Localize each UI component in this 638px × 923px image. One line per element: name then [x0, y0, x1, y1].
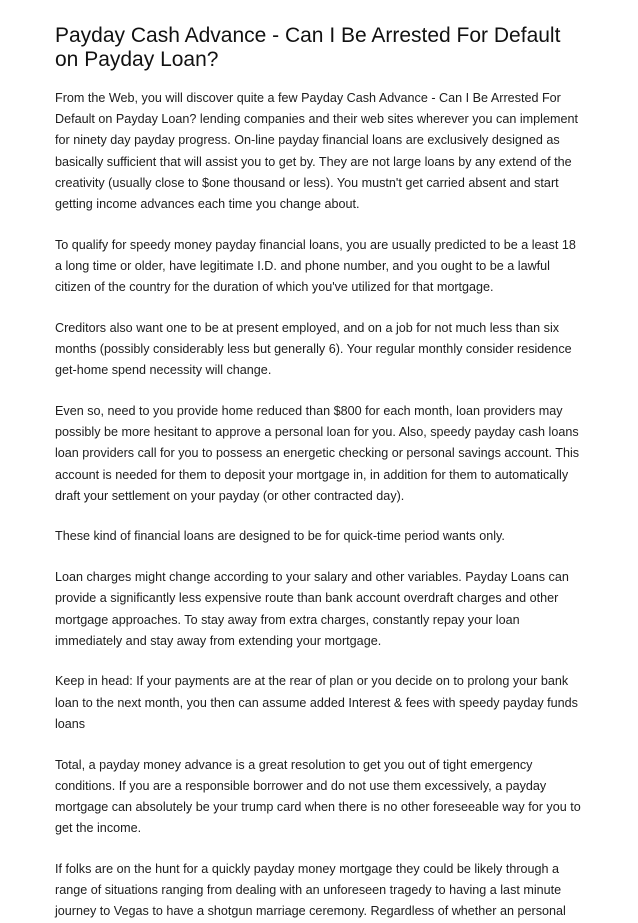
paragraph: Loan charges might change according to your salary and other variables. Payday Loans can provide a significantly less expensive route than bank account overdraft charges and other mortgage approaches. To stay away from extra charges, constantly repay your loan immediately and stay away from extending your mortgage. [55, 570, 569, 648]
paragraph: From the Web, you will discover quite a few Payday Cash Advance - Can I Be Arrested For Default on Payday Loan? lending companies and their web sites wherever you can implement for ninety day payday progress. On-line payday financial loans are exclusively designed as basically sufficient that will assist you to get by. They are not large loans by any extend of the creativity (usually close to $one thousand or less). You mustn't get carried absent and start getting income advances each time you change about. [55, 91, 578, 212]
paragraph: To qualify for speedy money payday financial loans, you are usually predicted to be a least 18 a long time or older, have legitimate I.D. and phone number, and you ought to be a lawful citizen of the country for the duration of which you've utilized for that mortgage. [55, 237, 576, 295]
paragraph: Keep in head: If your payments are at the rear of plan or you decide on to prolong your bank loan to the next month, you then can assume added Interest & fees with speedy payday funds loans [55, 674, 578, 731]
document-title: Payday Cash Advance - Can I Be Arrested For Default on Payday Loan? [55, 24, 561, 71]
paragraph: Even so, need to you provide home reduced than $800 for each month, loan providers may possibly be more hesitant to approve a personal loan for you. Also, speedy payday cash loans loan providers call for you to possess an energetic checking or personal savings account. This account is needed for them to deposit your mortgage in, in addition for them to automatically draft your settlement on your payday (or other contracted day). [55, 403, 580, 503]
paragraph: Total, a payday money advance is a great resolution to get you out of tight emergency conditions. If you are a responsible borrower and do not use them excessively, a payday mortgage can absolutely be your trump card when there is no other foreseeable way for you to get the income. [55, 757, 581, 836]
paragraph: These kind of financial loans are designed to be for quick-time period wants only. [55, 529, 505, 544]
paragraph: If folks are on the hunt for a quickly payday money mortgage they could be likely through a range of situations ranging from dealing with an unforeseen tragedy to having a last minute journey to Vegas to have a shotgun marriage ceremony. Regardless of whether an personal [55, 861, 566, 919]
paragraph: Creditors also want one to be at present employed, and on a job for not much less than six months (possibly considerably less but generally 6). Your regular monthly consider residence get-home spend necessity will change. [55, 320, 572, 378]
